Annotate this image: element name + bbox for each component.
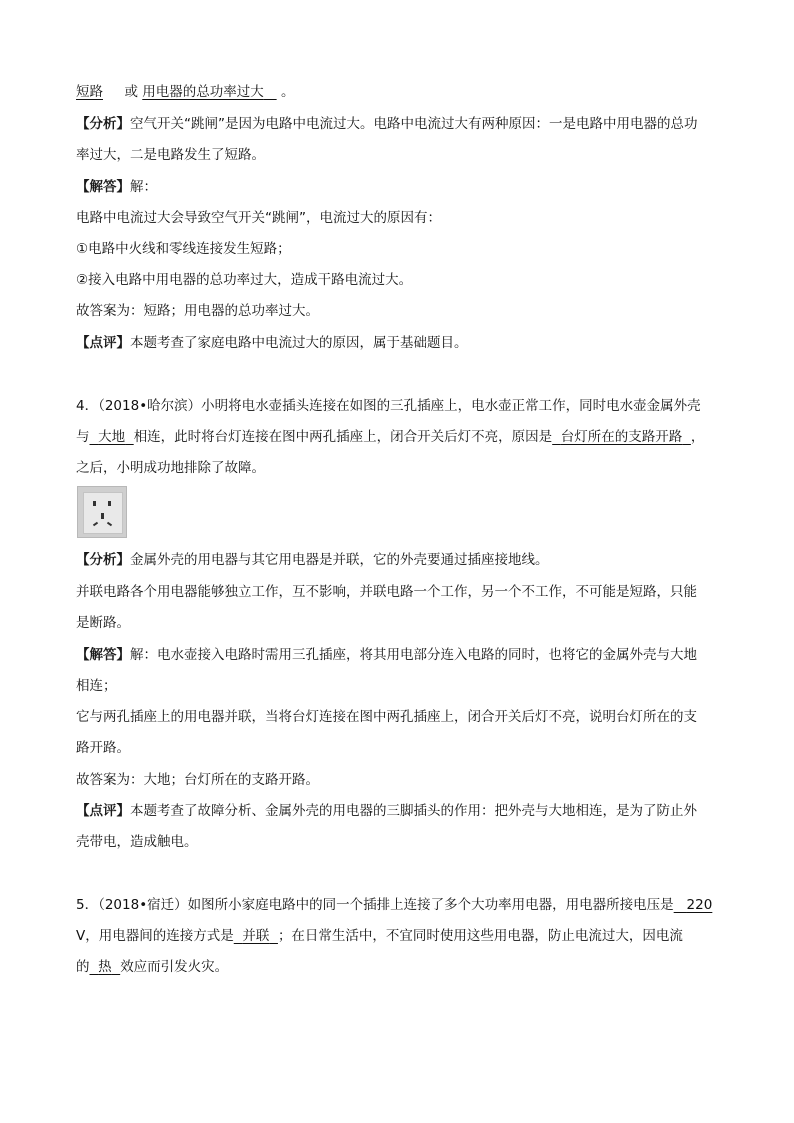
- solution-line: 电路中电流过大会导致空气开关“跳闸”，电流过大的原因有：: [76, 210, 441, 226]
- comment-text: 本题考查了家庭电路中电流过大的原因，属于基础题目。: [130, 335, 468, 351]
- answer-blank-voltage: 220: [686, 897, 713, 913]
- question-4-line-3: 之后，小明成功地排除了故障。: [76, 460, 265, 476]
- socket-slot: [108, 501, 111, 506]
- question-text: V，用电器间的连接方式是: [76, 928, 234, 944]
- comment-line: [76, 333, 724, 353]
- question-text: 与: [76, 429, 90, 445]
- answer-blank-parallel: 并联: [242, 928, 270, 944]
- answer-blank-power: 用电器的总功率过大: [142, 84, 264, 100]
- analysis-line-1: [76, 550, 724, 570]
- analysis-line-2: 并联电路各个用电器能够独立工作，互不影响，并联电路一个工作，另一个不工作，不可能是短路，只能: [76, 584, 697, 600]
- analysis-line-3: 是断路。: [76, 615, 130, 631]
- socket-slot: [93, 522, 98, 527]
- solution-line: ①电路中火线和零线连接发生短路；: [76, 241, 291, 257]
- question-number: 4．: [76, 398, 99, 414]
- analysis-text: 率过大，二是电路发生了短路。: [76, 147, 265, 163]
- question-text: ；在日常生活中，不宜同时使用这些用电器，防止电流过大，因电流: [277, 928, 683, 944]
- answer-blank-earth: 大地: [98, 429, 126, 445]
- analysis-tag: 【分析】: [76, 552, 130, 568]
- solution-answer: 故答案为：大地；台灯所在的支路开路。: [76, 772, 319, 788]
- solution-header: [76, 177, 724, 197]
- solution-answer: 故答案为：短路；用电器的总功率过大。: [76, 303, 319, 319]
- solution-line-4: 路开路。: [76, 740, 130, 756]
- connector-text: 或: [124, 84, 138, 100]
- solution-line: ②接入电路中用电器的总功率过大，造成干路电流过大。: [76, 272, 413, 288]
- socket-slot: [101, 513, 104, 519]
- question-text: 的: [76, 959, 90, 975]
- question-5-line-2: [76, 926, 724, 946]
- analysis-line-1: [76, 114, 724, 134]
- question-5-line-3: [76, 957, 724, 977]
- solution-line-2: 相连；: [76, 678, 117, 694]
- comment-line-1: [76, 801, 724, 821]
- socket-image: [77, 486, 127, 538]
- socket-face: [83, 492, 123, 534]
- question-text: 小明将电水壶插头连接在如图的三孔插座上，电水壶正常工作，同时电水壶金属外壳: [201, 398, 701, 414]
- analysis-text: 空气开关“跳闸”是因为电路中电流过大。电路中电流过大有两种原因：一是电路中用电器的总功: [130, 116, 698, 132]
- question-text: 效应而引发火灾。: [120, 959, 229, 975]
- socket-slot: [107, 522, 112, 527]
- answer-line: [76, 82, 724, 102]
- question-source: （2018•宿迁）: [98, 897, 188, 913]
- solution-text: 解：电水壶接入电路时需用三孔插座，将其用电部分连入电路的同时，也将它的金属外壳与大地: [130, 647, 697, 663]
- question-text: ，: [690, 429, 705, 445]
- question-number: 5．: [76, 897, 99, 913]
- answer-end: 。: [280, 84, 295, 100]
- comment-line-2: 壳带电，造成触电。: [76, 834, 198, 850]
- analysis-line-2: [76, 145, 724, 165]
- solution-line-3: 它与两孔插座上的用电器并联，当将台灯连接在图中两孔插座上，闭合开关后灯不亮，说明台灯所在的支: [76, 709, 697, 725]
- question-4-line-2: [76, 427, 724, 447]
- analysis-text: 金属外壳的用电器与其它用电器是并联，它的外壳要通过插座接地线。: [130, 552, 549, 568]
- question-4-line-1: [76, 396, 724, 416]
- comment-tag: 【点评】: [76, 803, 130, 819]
- solution-tag: 【解答】: [76, 179, 130, 195]
- comment-text: 本题考查了故障分析、金属外壳的用电器的三脚插头的作用：把外壳与大地相连，是为了防止外: [130, 803, 697, 819]
- socket-slot: [93, 501, 96, 506]
- solution-line-1: [76, 645, 724, 665]
- question-text: 相连，此时将台灯连接在图中两孔插座上，闭合开关后灯不亮，原因是: [133, 429, 553, 445]
- solution-tag: 【解答】: [76, 647, 130, 663]
- answer-blank-open-circuit: 台灯所在的支路开路: [560, 429, 683, 445]
- analysis-tag: 【分析】: [76, 116, 130, 132]
- answer-blank-short-circuit: 短路: [76, 84, 103, 100]
- solution-text: 解：: [130, 179, 157, 195]
- question-5-line-1: [76, 895, 724, 915]
- comment-tag: 【点评】: [76, 335, 130, 351]
- answer-blank-heat: 热: [98, 959, 112, 975]
- question-source: （2018•哈尔滨）: [98, 398, 202, 414]
- question-text: 如图所小家庭电路中的同一个插排上连接了多个大功率用电器，用电器所接电压是: [187, 897, 674, 913]
